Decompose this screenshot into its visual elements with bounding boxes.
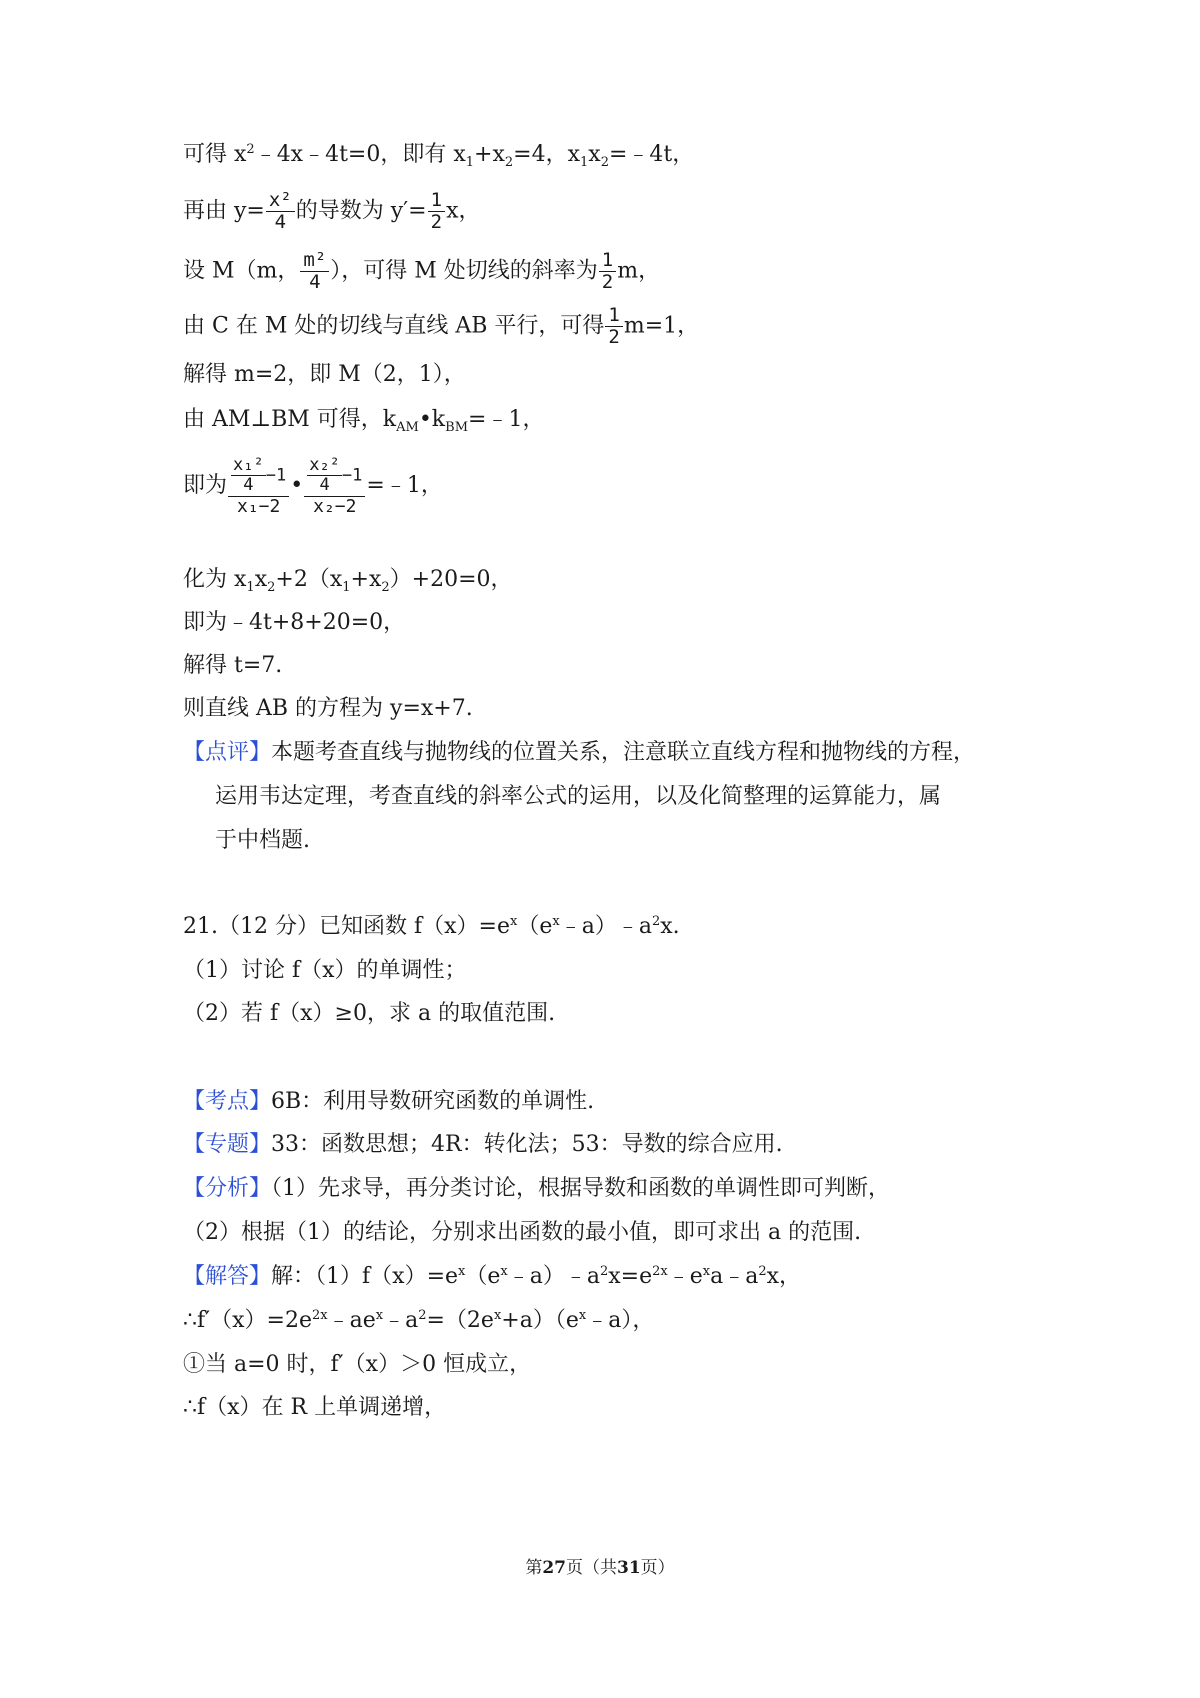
zhuanti-line: 【专题】33：函数思想；4R：转化法；53：导数的综合应用. <box>183 1132 783 1157</box>
page-total: 31 <box>617 1558 641 1578</box>
problem-21-part-2: （2）若 f（x）≥0，求 a 的取值范围. <box>183 1001 556 1026</box>
comment-tag: 【点评】 <box>183 740 272 765</box>
line-7: 即为 $\frac{\text{x₁²}}{4}$ −1 x₁−2 • $\frac{\text{x₂²}}{4}$ −1 x₂−2 =﹣1， <box>183 455 443 517</box>
case-1-line: ①当 a=0 时，f′（x）＞0 恒成立， <box>183 1352 532 1377</box>
line-6: 由 AM⊥BM 可得，$k_{AM}•k_{BM}=﹣1$， <box>183 407 545 435</box>
kaodian-tag: 【考点】 <box>183 1089 272 1114</box>
fenxi-line-2: （2）根据（1）的结论，分别求出函数的最小值，即可求出 a 的范围. <box>183 1220 862 1245</box>
page-number: 27 <box>542 1558 566 1578</box>
zhuanti-tag: 【专题】 <box>183 1132 272 1157</box>
comment-line-3: 于中档题. <box>215 828 310 853</box>
fraction-half: $\frac{1}{2}$ <box>605 305 622 348</box>
problem-21-title: 21.（12 分）已知函数 $f(x)=e^x(e^x﹣a)﹣a^2x$. <box>183 914 680 939</box>
jieda-line: 【解答】解：$(1)f(x)=e^x(e^x﹣a)﹣a^2x=e^{2x}﹣e^xa﹣a^2x$， <box>183 1264 802 1289</box>
fenxi-line: 【分析】（1）先求导，再分类讨论，根据导数和函数的单调性即可判断， <box>183 1176 891 1201</box>
fraction-x2-over-4: $\frac{\text{x²}}{4}$ <box>266 190 295 233</box>
line-1: 可得 $x^2﹣4x﹣4t=0$，即有 $x_1+x_2=4$，$x_1x_2=﹣4t$， <box>183 142 695 170</box>
problem-21-part-1: （1）讨论 f（x）的单调性； <box>183 958 467 983</box>
line-8: 化为 $x_1x_2+2(x_1+x_2)+20=0$， <box>183 567 513 595</box>
comment-line-2: 运用韦达定理，考查直线的斜率公式的运用，以及化简整理的运算能力，属 <box>215 784 942 809</box>
derivative-line: $\therefore f'(x)=2e^{2x}﹣ae^x﹣a^2=(2e^x+a)(e^x﹣a)$， <box>183 1308 655 1333</box>
slope-fraction-bm: $\frac{\text{x₂²}}{4}$ −1 x₂−2 <box>304 455 365 517</box>
page-footer: 第27页（共31页） <box>525 1558 675 1578</box>
line-2: 再由 y= $\frac{\text{x²}}{4}$ 的导数为 y′= $\frac{1}{2}$ x， <box>183 189 481 233</box>
fenxi-tag: 【分析】 <box>183 1176 272 1201</box>
line-3: 设 M（m， $\frac{\text{m²}}{4}$ ），可得 M 处切线的斜率为 $\frac{1}{2}$ m， <box>183 249 661 293</box>
line-9: 即为﹣4t+8+20=0， <box>183 610 406 635</box>
slope-fraction-am: $\frac{\text{x₁²}}{4}$ −1 x₁−2 <box>228 455 289 517</box>
line-10: 解得 t=7. <box>183 653 283 678</box>
line-4: 由 C 在 M 处的切线与直线 AB 平行，可得 $\frac{1}{2}$ m=1， <box>183 304 700 348</box>
fraction-m2-over-4: $\frac{\text{m²}}{4}$ <box>300 250 329 293</box>
comment-line-1: 【点评】本题考查直线与抛物线的位置关系，注意联立直线方程和抛物线的方程， <box>183 740 976 765</box>
kaodian-line: 【考点】6B：利用导数研究函数的单调性. <box>183 1089 595 1114</box>
line-5: 解得 m=2，即 M（2，1）， <box>183 362 466 387</box>
jieda-tag: 【解答】 <box>183 1264 272 1289</box>
fraction-half: $\frac{1}{2}$ <box>428 190 445 233</box>
fraction-half: $\frac{1}{2}$ <box>599 250 616 293</box>
monotonic-line: ∴f（x）在 R 上单调递增， <box>183 1395 447 1420</box>
line-11: 则直线 AB 的方程为 y=x+7. <box>183 696 473 721</box>
